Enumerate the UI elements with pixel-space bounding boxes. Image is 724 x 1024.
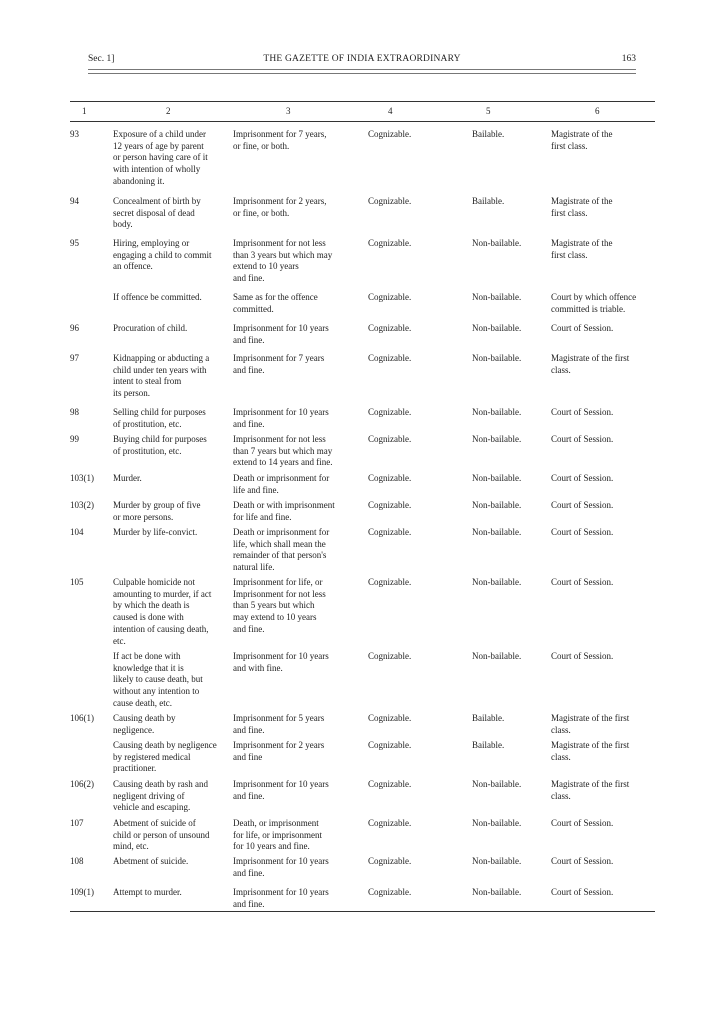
column-number: 2 [166,106,171,116]
punishment: Imprisonment for 2 years and fine [233,740,325,762]
trial-court: Court of Session. [551,500,614,510]
cognizance: Cognizable. [368,577,412,587]
offence-description: Attempt to murder. [113,887,182,897]
cognizance: Cognizable. [368,434,412,444]
cognizance: Cognizable. [368,818,412,828]
bail-status: Non-bailable. [472,527,522,537]
section-number: 104 [70,527,84,537]
section-number: 108 [70,856,84,866]
trial-court: Court of Session. [551,434,614,444]
trial-court: Magistrate of the first class. [551,779,630,801]
cognizance: Cognizable. [368,407,412,417]
offence-description: Abetment of suicide of child or person of unsound mind, etc. [113,818,210,852]
bail-status: Non-bailable. [472,434,522,444]
offence-description: Hiring, employing or engaging a child to commit an offence. [113,238,212,272]
bail-status: Non-bailable. [472,818,522,828]
punishment: Imprisonment for not less than 7 years but which may extend to 14 years and fine. [233,434,333,468]
punishment: Imprisonment for 2 years, or fine, or both. [233,196,327,218]
bail-status: Non-bailable. [472,856,522,866]
bail-status: Non-bailable. [472,887,522,897]
trial-court: Court of Session. [551,473,614,483]
cognizance: Cognizable. [368,353,412,363]
offence-description: Selling child for purposes of prostitution, etc. [113,407,206,429]
bail-status: Non-bailable. [472,238,522,248]
trial-court: Magistrate of the first class. [551,353,630,375]
punishment: Imprisonment for life, or Imprisonment for not less than 5 years but which may extend to 10 years and fine. [233,577,326,634]
column-number: 6 [595,106,600,116]
punishment: Imprisonment for not less than 3 years but which may extend to 10 years and fine. [233,238,333,284]
trial-court: Magistrate of the first class. [551,238,613,260]
punishment: Imprisonment for 10 years and fine. [233,856,329,878]
cognizance: Cognizable. [368,323,412,333]
punishment: Imprisonment for 5 years and fine. [233,713,325,735]
bail-status: Non-bailable. [472,323,522,333]
offence-description: Culpable homicide not amounting to murder, if act by which the death is caused is done with intention of causing death, etc. [113,577,212,646]
offence-description: Causing death by rash and negligent driving of vehicle and escaping. [113,779,208,813]
column-number: 1 [82,106,87,116]
column-number: 4 [388,106,393,116]
section-number: 109(1) [70,887,94,897]
bail-status: Non-bailable. [472,473,522,483]
section-number: 106(1) [70,713,94,723]
bail-status: Non-bailable. [472,577,522,587]
trial-court: Court of Session. [551,887,614,897]
cognizance: Cognizable. [368,500,412,510]
trial-court: Court of Session. [551,407,614,417]
section-number: 98 [70,407,79,417]
trial-court: Court of Session. [551,323,614,333]
punishment: Imprisonment for 10 years and fine. [233,779,329,801]
trial-court: Magistrate of the first class. [551,713,630,735]
trial-court: Court by which offence committed is triable. [551,292,637,314]
gazette-title: THE GAZETTE OF INDIA EXTRAORDINARY [263,54,461,64]
offence-description: If act be done with knowledge that it is likely to cause death, but without any intention to cause death, etc. [113,651,203,708]
offence-description: Murder by life-convict. [113,527,198,537]
bail-status: Non-bailable. [472,353,522,363]
cognizance: Cognizable. [368,238,412,248]
punishment: Death or with imprisonment for life and fine. [233,500,335,522]
bail-status: Bailable. [472,129,505,139]
punishment: Same as for the offence committed. [233,292,318,314]
section-number: 103(2) [70,500,94,510]
trial-court: Magistrate of the first class. [551,129,613,151]
section-number: 96 [70,323,79,333]
offence-description: Concealment of birth by secret disposal of dead body. [113,196,201,230]
table-bottom-rule [70,911,655,912]
punishment: Death, or imprisonment for life, or imprisonment for 10 years and fine. [233,818,322,852]
trial-court: Magistrate of the first class. [551,740,630,762]
cognizance: Cognizable. [368,651,412,661]
cognizance: Cognizable. [368,740,412,750]
section-number: 97 [70,353,79,363]
punishment: Imprisonment for 7 years and fine. [233,353,325,375]
punishment: Death or imprisonment for life, which shall mean the remainder of that person's natural life. [233,527,330,573]
trial-court: Court of Session. [551,577,614,587]
cognizance: Cognizable. [368,292,412,302]
offence-description: Murder. [113,473,142,483]
bail-status: Non-bailable. [472,500,522,510]
cognizance: Cognizable. [368,196,412,206]
section-number: 106(2) [70,779,94,789]
offence-description: Causing death by negligence by registered medical practitioner. [113,740,217,774]
cognizance: Cognizable. [368,713,412,723]
punishment: Imprisonment for 7 years, or fine, or both. [233,129,327,151]
offence-description: Abetment of suicide. [113,856,189,866]
trial-court: Court of Session. [551,527,614,537]
trial-court: Court of Session. [551,856,614,866]
cognizance: Cognizable. [368,856,412,866]
section-number: 99 [70,434,79,444]
bail-status: Bailable. [472,713,505,723]
cognizance: Cognizable. [368,887,412,897]
punishment: Death or imprisonment for life and fine. [233,473,330,495]
offence-description: Buying child for purposes of prostitution, etc. [113,434,207,456]
section-number: 107 [70,818,84,828]
trial-court: Court of Session. [551,818,614,828]
bail-status: Non-bailable. [472,407,522,417]
bail-status: Non-bailable. [472,651,522,661]
punishment: Imprisonment for 10 years and fine. [233,887,329,909]
trial-court: Court of Session. [551,651,614,661]
section-number: 95 [70,238,79,248]
cognizance: Cognizable. [368,527,412,537]
offence-description: Causing death by negligence. [113,713,176,735]
section-number: 103(1) [70,473,94,483]
punishment: Imprisonment for 10 years and fine. [233,407,329,429]
offence-description: Procuration of child. [113,323,188,333]
section-number: 105 [70,577,84,587]
cognizance: Cognizable. [368,473,412,483]
section-label: Sec. 1] [88,54,115,64]
cognizance: Cognizable. [368,129,412,139]
bail-status: Bailable. [472,196,505,206]
offence-description: Exposure of a child under 12 years of age by parent or person having care of it with intention of wholly abandoning it. [113,129,208,186]
punishment: Imprisonment for 10 years and with fine. [233,651,329,673]
bail-status: Non-bailable. [472,779,522,789]
section-number: 94 [70,196,79,206]
bail-status: Bailable. [472,740,505,750]
offence-description: Kidnapping or abducting a child under ten years with intent to steal from its person. [113,353,210,399]
offence-description: If offence be committed. [113,292,202,302]
offence-description: Murder by group of five or more persons. [113,500,201,522]
bail-status: Non-bailable. [472,292,522,302]
trial-court: Magistrate of the first class. [551,196,613,218]
page-number: 163 [621,54,636,64]
cognizance: Cognizable. [368,779,412,789]
column-number: 5 [486,106,491,116]
punishment: Imprisonment for 10 years and fine. [233,323,329,345]
section-number: 93 [70,129,79,139]
column-number: 3 [286,106,291,116]
